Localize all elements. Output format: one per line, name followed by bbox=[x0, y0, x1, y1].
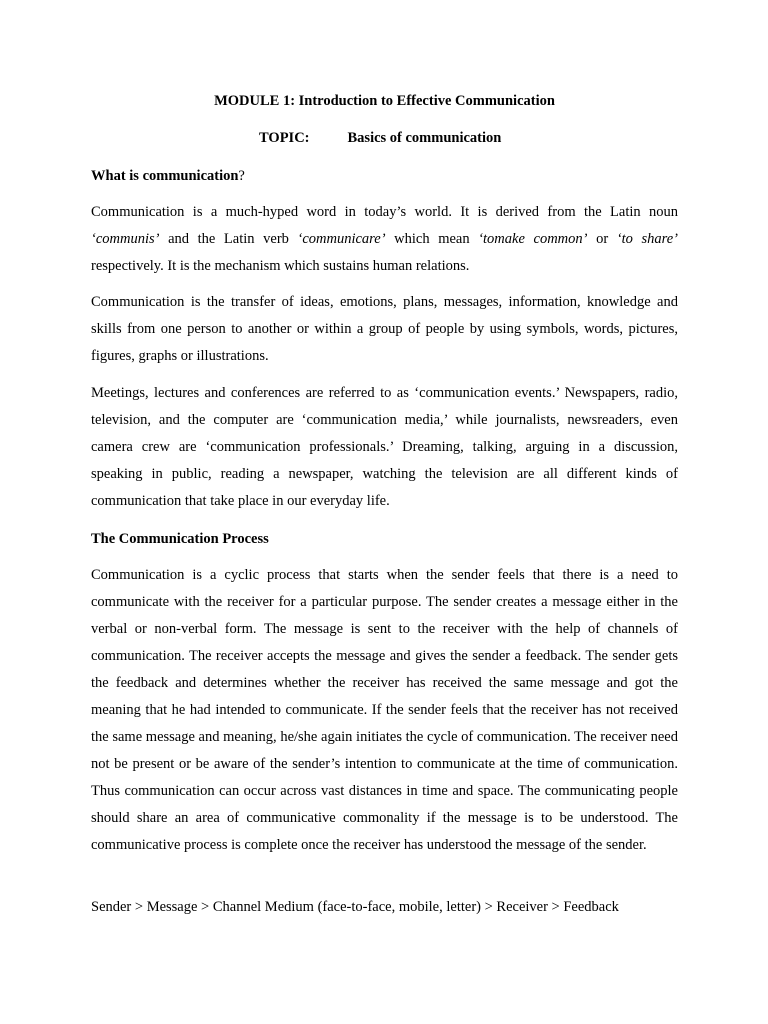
topic-line bbox=[259, 129, 501, 147]
section-heading-what-is-communication bbox=[91, 167, 245, 185]
section-heading-communication-process: The Communication Process bbox=[91, 531, 269, 547]
paragraph-process: Communication is a cyclic process that starts when the sender feels that there is a need to communicate with the receiver for a particular purpose. The sender creates a message either in the verbal or non-verbal form. The message is sent to the receiver with the help of channels of communication. The receiver accepts the message and gives the sender a feedback. The sender gets the feedback and determines whether the receiver has received the same message and got the meaning that he had intended to communicate. If the sender feels that the receiver has not received the same message and meaning, he/she again initiates the cycle of communication. The receiver need not be present or be aware of the sender’s intention to communicate at the time of communication. Thus communication can occur across vast distances in time and space. The communicating people should share an area of communicative commonality if the message is to be understood. The communicative process is complete once the receiver has understood the message of the sender. bbox=[91, 567, 678, 853]
paragraph-text: and the Latin verb bbox=[159, 231, 298, 247]
italic-term: ‘to share’ bbox=[616, 231, 678, 247]
section-heading-text: What is communication bbox=[91, 168, 239, 184]
paragraph-text: Communication is a much-hyped word in today’s world. It is derived from the Latin noun bbox=[91, 204, 678, 220]
paragraph-examples: Meetings, lectures and conferences are referred to as ‘communication events.’ Newspapers, radio, television, and the computer are ‘communication media,’ while journalists, newsreaders, even camera crew are ‘communication professionals.’ Dreaming, talking, arguing in a discussion, speaking in public, reading a newspaper, watching the television are all different kinds of communication that take place in our everyday life. bbox=[91, 385, 678, 509]
paragraph-text: respectively. It is the mechanism which sustains human relations. bbox=[91, 258, 470, 274]
paragraph-text: or bbox=[587, 231, 617, 247]
paragraph-text: which mean bbox=[385, 231, 479, 247]
topic-label: TOPIC: bbox=[259, 130, 310, 146]
module-title: MODULE 1: Introduction to Effective Communication bbox=[214, 93, 555, 109]
section-heading-punct: ? bbox=[238, 168, 245, 184]
italic-term: ‘tomake common’ bbox=[478, 231, 588, 247]
paragraph-transfer: Communication is the transfer of ideas, emotions, plans, messages, information, knowledge and skills from one person to another or within a group of people by using symbols, words, pictures, figures, graphs or illustrations. bbox=[91, 294, 678, 364]
paragraph-definition bbox=[91, 199, 678, 280]
topic-value: Basics of communication bbox=[347, 130, 502, 146]
italic-term: ‘communis’ bbox=[91, 231, 160, 247]
italic-term: ‘communicare’ bbox=[297, 231, 386, 247]
process-flow-line: Sender > Message > Channel Medium (face-to-face, mobile, letter) > Receiver > Feedback bbox=[91, 899, 619, 915]
